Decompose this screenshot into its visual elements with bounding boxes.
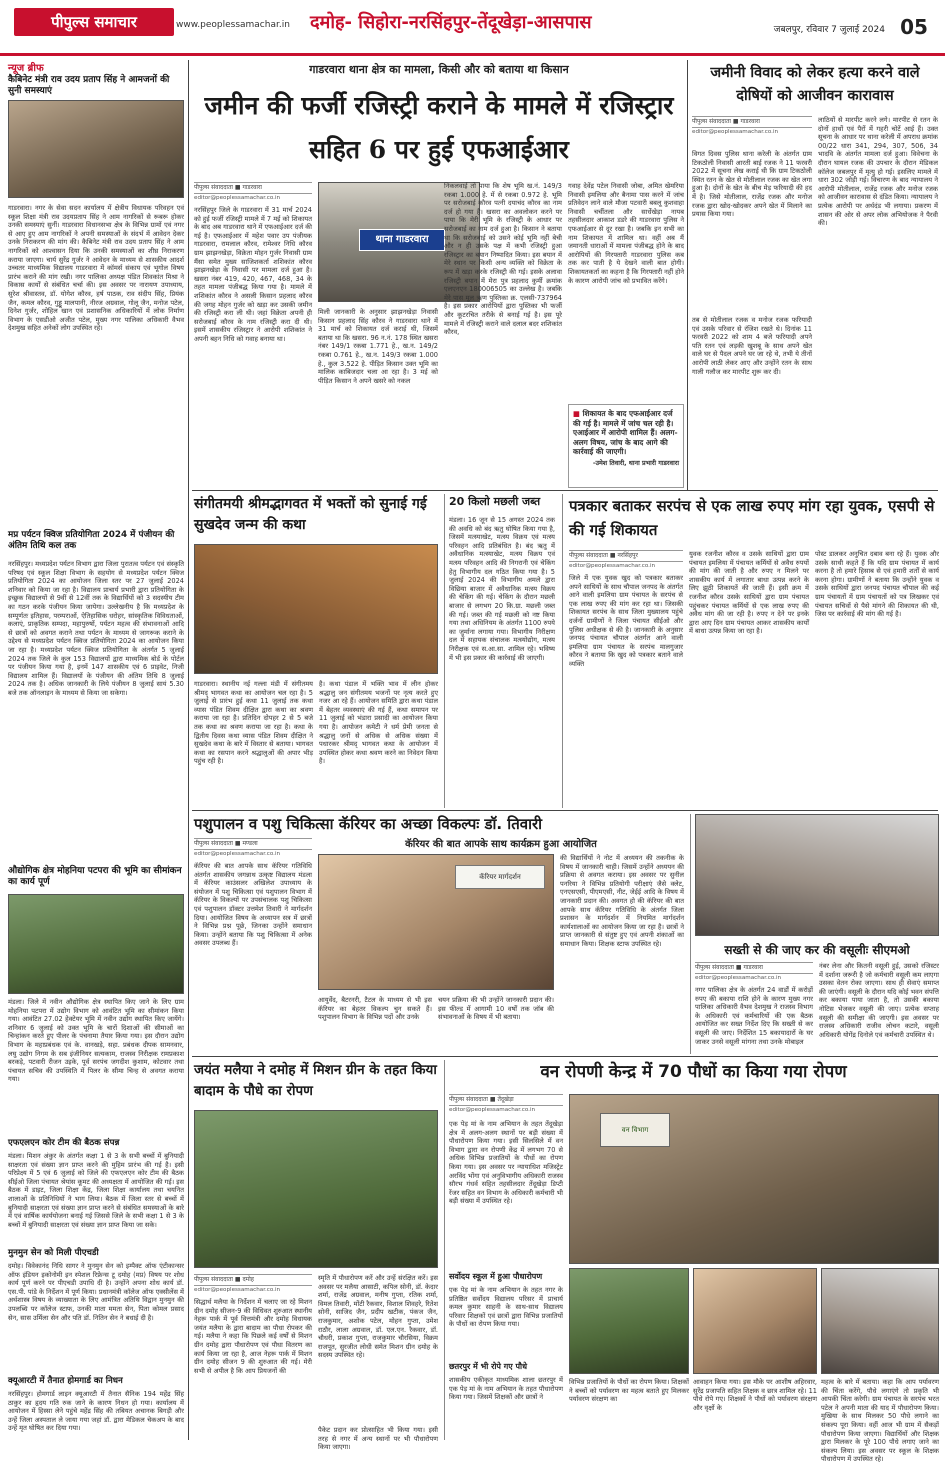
masthead [0,0,945,56]
tax-byline: पीपुल्स संवाददाता ■ गाडरवारा [695,962,813,974]
fish-story [444,494,556,808]
website-url[interactable]: www.peoplessamachar.in [176,20,290,30]
station-signboard [359,229,445,251]
sarpanch-story [562,494,938,808]
van-sub-2: छतरपुर में भी रोपे गए पौधे [449,1362,528,1371]
brief-3-photo [8,894,184,994]
van-place: तेंदूखेड़ा [497,1096,514,1103]
murder-email[interactable]: editor@peoplessamachar.co.in [692,129,779,135]
van-banner [600,1113,670,1147]
van-photo-top [569,1094,939,1264]
sarpanch-bureau: पीपुल्स संवाददाता [569,552,608,559]
lead-quote-by: -उमेश तिवारी, थाना प्रभारी गाडरवारा [592,458,679,467]
mission-col-2: स्मृति में पौधारोपण करें और उन्हें संरक्षित करें। इस अवसर पर मलैया आसाटी, कपिल सोनी, डॉ. केदार शर्मा, राजेंद्र अग्रवाल, मनीष गुप्ता, रतिक शर्मा, विमल तिवारी, मोंटी रैकवार, विशाल शिवहरे, रितेश सोनी, साजिद जैन, प्रदीप खटीक, पंकज जैन, राजकुमार, अशोक पटेल, मोहन गुप्ता, उमेश राठौर, लाला अग्रवाल, डॉ. एल.एन. रैकवार, डॉ. चौधरी, प्रकाश गुप्ता, राजकुमार चौरसिया, विक्रम राजपूत, सुरजीत लोधी समेत मिशन ग्रीन दमोह के सदस्य उपस्थित रहे। [318,1274,438,1360]
brief-1-title: कैबिनेट मंत्री राव उदय प्रताप सिंह ने आमजनों की सुनी समस्याएं [8,75,170,96]
vet-col-4: की विद्यार्थियों ने नोट में अध्ययन की तकनीक के विषय में जानकारी चाही। जिसमें उन्होंने अध्ययन की प्रक्रिया से अवगत कराया। इस अवसर पर सुनील पनरिया ने विभिन्न प्रतियोगी परीक्षाएं जैसे क्लेट, एनएसएसी, पीएमएसी, नीट, जेईई आदि के विषय में जानकारी प्रदान की। अवगत हो की कॅरियर की बात आपके साथ कॅरियर गतिविधि के अंतर्गत जिला प्रशासन के मार्गदर्शन में नियमित मार्गदर्शन कार्यशालाओं का आयोजन किया जा रहा है। छात्रों ने प्राप्त जानकारी से संतुष्ट हुए एवं अपनी शंकाओं का समाधान किया। शिक्षक स्टाफ उपस्थित रहे। [560,854,684,948]
sarpanch-byline: पीपुल्स संवाददाता ■ नरसिंहपुर [569,550,683,562]
sarpanch-headline: पत्रकार बताकर सरपंच से एक लाख रुपए मांग रहा युवक, एसपी से की गई शिकायत [569,497,935,539]
tax-meeting-photo [695,814,939,936]
lead-col-1: नरसिंहपुर जिले के गाडरवारा में 31 मार्च 2024 को हुई फर्जी रजिस्ट्री मामले में 7 मई को शिकायत के बाद अब गाडरवारा थाने में एफआईआर दर्ज की गई है। एफआईआर में महेश पवार उप पंजीयक गाडरवारा, रामलाल कौरव, रामेश्वर निधि कौरव ग्राम झाझनखेड़ा, विक्रेता मोहन गुर्जर निवासी ग्राम मैंसा समेत मुख्य साजिशकर्ता शशिकांत कौरव झाझनखेड़ा के निवासी पर मामला दर्ज हुआ है। खसरा नंबर 419, 420, 467, 468, 34 के तहत मामला पंजीबद्ध किया गया है। मामले में शशिकांत कौरव ने असली किसान प्रहलाद कौरव की जगह मोहन गुर्जर को खड़ा कर उसकी जमीन की रजिस्ट्री करा ली थी। जहां विक्रेता अपनी ही सरोजबाई कौरव के नाम रजिस्ट्री करा दी थी। इसमें शासकीय रजिस्ट्रार ने आरोपी शशिकांत ने अपनी बहन निधि को गवाह बनाया था। [194,206,312,343]
fish-body: मंडला। 16 जून से 15 अगस्त 2024 तक की अवधि को बंद ऋतु घोषित किया गया है, जिसमें मत्स्याखेट, मत्स्य विक्रय एवं मत्स्य परिवहन आदि प्रतिबंधित है। बंद ऋतु में अवैधानिक मत्स्याखेट, मत्स्य विक्रय एवं मत्स्य परिवहन आदि की निगरानी एवं चेकिंग हेतु विभागीय दल गठित किया गया है। 5 जुलाई 2024 की विभागीय अमले द्वारा विछिया बाजार में अवैधानिक मत्स्य विक्रय की चेकिंग की गई। चेकिंग के दौरान मछली बाजार से लगभग 20 कि.ग्रा. मछली जब्त की गई। जब्त की गई मछली को नष्ट किया गया तथा अधिनियम के अंतर्गत 1100 रुपये का जुर्माना लगाया गया। विभागीय निरीक्षण दल में सहायक संचालक मत्स्योद्योग, मत्स्य निरीक्षक एवं स.आ.सा. शामिल रहे। भविष्य में भी इस प्रकार की कार्रवाई की जाएगी। [449,516,555,662]
brief-3-body: मंडला। जिले में नवीन औद्योगिक क्षेत्र स्थापित किए जाने के लिए ग्राम मोहनिया पटपरा में उद्योग विभाग को आवंटित भूमि का सीमांकन किया गया। आवंटित 27.02 हेक्टेयर भूमि में नवीन उद्योग स्थापित किए जायेंगे। शनिवार 6 जुलाई को उक्त भूमि के चारों दिशाओं की सीमाओं का चिन्हांकन करते हुए पीलर के पंचनामा तैयार किया गया। इस दौरान उद्योग विभाग के महाप्रबंधक एवं के. वानखड़े, सहा. प्रबंधक दीपक सामनवार, लघु उद्योग निगम के सब इंजीनियर सत्यकाम, राजस्व निरीक्षक रामप्रकाश बरकड़े, पटवारी रीजन उइके, पूर्व सरपंच जगदीश कुशाम, कोटवार तथा पंचायत सचिव की उपस्थिति में पिलर के सीमा चिन्ह से अवगत कराया गया। [8,998,184,1084]
brief-6-title: क्यूआरटी में तैनात होमगार्ड का निधन [8,1376,123,1386]
vet-col-1: कॅरियर की बात आपके साथ कॅरियर गतिविधि अंतर्गत शासकीय जगन्नाथ उत्कृष्ट विद्यालय मंडला में कॅरियर काउंसलर अखिलेश उपाध्याय के संयोजन में पशु चिकित्सा एवं पशुपालन विभाग में कॅरियर के विकल्पों पर उपसंचालक पशु चिकित्सा एवं पशुपालन डॉक्टर उत्तमेश तिवारी ने मार्गदर्शन दिया। आयोजित विषय के अध्यापन सत्र में छात्रों ने विभिन्न प्रश्न पूछे, जिनका उन्होंने समाधान किया। उन्होंने बताया कि पशु चिकित्सा में अनेक अवसर उपलब्ध हैं। [194,862,312,948]
bhagwat-col-1: गाडरवारा। स्थानीय नई गल्ला मंडी में संगीतमय श्रीमद् भागवत कथा का आयोजन चल रहा है। 5 जुलाई से प्रारंभ हुई कथा 11 जुलाई तक कथा व्यास पंडित शिवम दीक्षित द्वारा कथा का श्रवण कराया जा रहा है। प्रतिदिन दोपहर 2 से 5 बजे तक कथा का श्रवण कराया जा रहा है। कथा के द्वितीय दिवस कथा व्यास पंडित शिवम दीक्षित ने सुखदेव कथा के बारे में विस्तार से बताया। भागवत कथा का रसपान करने श्रद्धालुओं की अपार भीड़ पहुंच रही है। [194,680,313,766]
mission-col-3: पैकेट प्रदान कर प्रोत्साहित भी किया गया। इसी तरह से नगर में अन्य स्थानों पर भी पौधारोपण किया जाएगा। [318,1426,438,1452]
mission-headline: जयंत मलैया ने दमोह में मिशन ग्रीन के तहत किया बादाम के पौधे का रोपण [194,1062,437,1099]
sarpanch-col-2: युवक रजनीश कौरव व उसके साथियों द्वारा ग्राम पंचायत इमलिया में पंचायत कर्मियों से अवैध रुपयों की मांग की जाती है और रुपए न मिलने पर शासकीय कार्य में लगातार बाधा उत्पन्न करने के लिए झूठी शिकायतें की जाती हैं। इसी क्रम में रजनीश कौरव उसके साथियों द्वारा ग्राम पंचायत पहुंचकर पंचायत कर्मियों से एक लाख रुपए की अवैध मांग की जा रही है। रुपए न देने पर इनके द्वारा आए दिन ग्राम पंचायत आकर शासकीय कार्यों में बाधा उत्पन्न किया जा रहा है। [689,550,809,636]
dateline: जबलपुर, रविवार 7 जुलाई 2024 [773,25,885,35]
brief-1-photo [8,100,184,198]
van-email[interactable]: editor@peoplessamachar.co.in [449,1107,536,1113]
van-photo-bottom-left [569,1268,689,1374]
career-banner [455,865,545,889]
rule-row-1 [192,490,938,491]
murder-story [692,62,938,488]
lead-quote-box [568,404,684,488]
mission-place: दमोह [242,1276,254,1283]
sarpanch-col-1: जिले में एक युवक खुद को पत्रकार बताकर अपने साथियों के साथ चौपाल जनपद के अंतर्गत आने वाली इमलिया ग्राम पंचायत के सरपंच से एक लाख रुपए की मांग कर रहा था। जिसकी शिकायत सरपंच के साथ जिला मुख्यालय पहुंचे दर्जनों ग्रामीणों ने जिला पंचायत सीईओ और पुलिस अधीक्षक से की है। जानकारी के अनुसार जनपद पंचायत चौपाल अंतर्गत आने वाली इमलिया ग्राम पंचायत के सरपंच मालगुजार कौरव ने बताया कि खुद को पत्रकार बताने वाले व्यक्ति [569,574,683,668]
van-bureau: पीपुल्स संवाददाता [449,1096,488,1103]
section-title: दमोह- सिहोरा-नरसिंहपुर-तेंदूखेड़ा-आसपास [310,12,592,33]
van-sub-1-body: एक पेड़ मां के नाम अभियान के तहत नगर के प्रतिष्ठित सर्वोदय विद्यालय परिसर में प्राचार्य कमल कुमार साहनी के साथ-साथ विद्यालय परिवार शिक्षकों एवं छात्रों द्वारा विभिन्न प्रजातियों के पौधों का रोपण किया गया। [449,1286,563,1329]
brief-5-body: दमोह। विवेकानंद निधि सागर ने मुनमुन सेन को इम्पैक्ट ऑफ एंटीकान्सर ऑफ इंडियन इकोनोमी इन स्पेशल रिफ्रेन्स टू दमोह (मप्र) विषय पर शोध कार्य पूर्ण करने पर पीएचडी उपाधि दी है। उन्होंने अपना शोध कार्य डॉ. एस.पी. पांडे के निर्देशन में पूर्ण किया। प्रधानमंत्री कॉलेज ऑफ एक्सीलेंस में अर्थशास्त्र विषय के व्याख्याता के लिए आमंत्रित अतिथि विद्वान मुनमुन की उपलब्धि पर कॉलेज स्टाफ, उनकी माता ममता सेन, पिता कोमल प्रसाद सेन, सास उर्मिला सेन और पति डॉ. नितिन सेन ने बधाई दी है। [8,1262,184,1322]
van-photo-bottom-right [821,1268,939,1374]
brief-4-title: एफएलएन कोर टीम की बैठक संपन्न [8,1138,120,1148]
lead-story [194,62,684,488]
tax-col-1: नगर पालिका क्षेत्र के अंतर्गत 24 वार्डों में करोड़ों रुपए की बकाया राशि होने के कारण मुख्य नगर पालिका अधिकारी वैभव देशमुख ने राजस्व विभाग के अधिकारी एवं कर्मचारियों की एक बैठक आयोजित कर सख्त निर्देश दिए कि सख्ती से कर वसूली की जाए। निर्देशित 15 बकायादारों के घर जाकर उनसे वसूली मांगना तथा उनके मोबाइल [695,986,813,1046]
news-brief-label: न्यूज ब्रीफ [8,63,44,74]
bhagwat-headline: संगीतमयी श्रीमद्भागवत में भक्तों को सुनाई गई सुखदेव जन्म की कथा [194,496,427,533]
vet-col-2: आयुर्वेद, बैटरनरी, टैटल के माध्यम से भी इस कॅरियर का बेहतर विकल्प चुन सकते हैं। पशुपालन विभाग के विभिन्न पदों और उनके [318,996,432,1022]
murder-headline: जमीनी विवाद को लेकर हत्या करने वाले दोषियों को आजीवन कारावास [710,65,920,104]
sarpanch-email[interactable]: editor@peoplessamachar.co.in [569,563,656,569]
vet-photo [318,854,554,990]
murder-col-2: विगत दिवस पुलिस थाना करेली के अंतर्गत ग्राम टिकठोली निवासी आरती बाई रजक ने 11 फरवरी 2022 में सूचना लेख कराई थी कि ग्राम टिकठोली स्थित रतन के खेत से मोतीलाल रजक का खेत लगा हुआ है। दोनों के खेत के बीच मेड़ फरियादी की हद में है। जिसे मोतीलाल, राजेंद्र रजक और मनोज रजक द्वारा खोद-खोदकर अपने खेत में मिलाने का प्रयास किया गया। [692,150,812,219]
page-number: 05 [900,15,928,39]
van-ropani-story [444,1060,939,1464]
van-byline: पीपुल्स संवाददाता ■ तेंदूखेड़ा [449,1094,563,1106]
vet-byline: पीपुल्स संवाददाता ■ मण्डला [194,838,312,850]
fish-headline: 20 किलो मछली जब्त [449,495,541,508]
lead-email[interactable]: editor@peoplessamachar.co.in [194,195,281,201]
vet-bureau: पीपुल्स संवाददाता [194,840,233,847]
rule-row-2 [192,810,938,811]
vet-headline: पशुपालन व पशु चिकित्सा कॅरियर का अच्छा विकल्पः डॉ. तिवारी [194,815,542,833]
brief-4-body: मंडला। मिशन अंकुर के अंतर्गत कक्षा 1 से 3 के सभी बच्चों में बुनियादी साक्षरता एवं संख्या ज्ञान प्राप्त करने की मुहिम प्रारंभ की गई है। इसी परिप्रेक्ष्य में 5 एवं 6 जुलाई को जिले की एफएलएन कोर टीम की बैठक सीईओ जिला पंचायत श्रेयांस कूमट की अध्यक्षता में आयोजित की गई। इस बैठक में डाइट, जिला शिक्षा केंद्र, जिला शिक्षा कार्यालय तथा चयनित शालाओं के प्रतिनिधियों ने भाग लिया। बैठक में जिला स्तर से बच्चों में बुनियादी साक्षरता एवं संख्या ज्ञान प्राप्त करने से संबंधित समस्याओं के बारे में एवं वार्षिक कार्ययोजना बनाई गई जिससे जिले के सभी कक्षा 1 से 3 के बच्चों में बुनियादी साक्षरता एवं संख्या ज्ञान प्राप्त किया जा सके। [8,1152,184,1229]
bhagwat-col-2: है। कथा पंडाल में भक्ति भाव में लीन होकर श्रद्धालु जन संगीतमय भजनों पर नृत्य करते हुए नजर आ रहे हैं। आयोजन समिति द्वारा कथा पंडाल में बेहतर व्यवस्थाएं की गई हैं, कथा समापन पर 11 जुलाई को भंडारा प्रसादी का आयोजन किया गया है। आयोजन कमेटी ने धर्म प्रेमी जनता से श्रद्धालु जनों से अधिक से अधिक संख्या में पधारकर श्रीमद् भागवत कथा के आयोजन में उपस्थित होकर कथा श्रवण करने का निवेदन किया है। [319,680,438,766]
lead-bureau: पीपुल्स संवाददाता [194,184,233,191]
news-brief-column [8,62,184,1440]
murder-byline: पीपुल्स संवाददाता ■ गाडरवारा [692,116,812,128]
vet-subhead: कॅरियर की बात आपके साथ कार्यक्रम हुआ आयोजित [405,839,597,850]
lead-col-2: मिली जानकारी के अनुसार झाझनखेड़ा निवासी किसान प्रहलाद सिंह कौरव ने गाडरवारा थाने में 31 मार्च को शिकायत दर्ज कराई थी, जिसमें बताया था कि खसरा. 96 न.नं. 178 स्थित खसरा नंबर 149/1 रकबा 1.771 हे., ख.न. 149/2 रकबा 0.761 हे., ख.न. 149/3 रकबा 1.000 हे., कुल 3.522 हे. पीड़ित किसान उक्त भूमि का मालिक काबिजदार चला आ रहा है। 3 मई को पीड़ित किसान ने अपने खसरे को नकल [318,308,438,385]
brief-5-title: मुनमुन सेन को मिली पीएचडी [8,1248,99,1258]
mission-byline: पीपुल्स संवाददाता ■ दमोह [194,1274,312,1286]
vet-col-3: चयन प्रक्रिया की भी उन्होंने जानकारी प्रदान की। इस फील्ड में आगामी 10 वर्षों तक जॉब की संभावनाओं के विषय में भी बताया। [438,996,554,1022]
station-sign-text: थाना गाडरवारा [375,234,429,245]
tax-story [690,814,938,1054]
lead-col-4: गवाह देवेंद्र पटेल निवासी जोबा, अमित खेमरिया निवासी इमलिया और बैनामा पास करने में जांच प्रतिवेदन लाने वाले मौजा पटवारी बबलू कुशवाहा निवासी चर्चीतला और सार्धेखेड़ा नायब तहसीलदार आकाश डडरे की गाडरवारा पुलिस ने एफआईआर से दूर रखा है। जबकि इन सभी का नाम शिकायत में शामिल था। वहीं अब मैं जमानती धाराओं में मामला पंजीबद्ध होने के बाद आरोपियों की गिरफ्तारी गाडरवारा पुलिस कब तक कर पाती है ये देखने वाली बात होगी। शिकायतकर्ता का कहना है कि गिरफ्तारी नहीं होने के कारण आरोपी जांच को प्रभावित करेंगे। [568,182,685,285]
bhagwat-story [194,494,438,808]
van-sub-1: सर्वोदय स्कूल में हुआ पौधारोपण [449,1272,543,1281]
logo-text: पीपुल्स समाचार [51,13,137,31]
sarpanch-place: नरसिंहपुर [617,552,638,559]
van-banner-text: वन विभाग [621,1126,649,1134]
vet-story [194,814,684,1054]
rule-right [687,60,688,490]
lead-quote-text: शिकायत के बाद एफआईआर दर्ज की गई है। मामले में जांच चल रही है। एआईआर में आरोपी शामिल हैं। अलग-अलग विषय, जांच के बाद आगे की कार्रवाई की जाएगी। [573,409,678,457]
tax-email[interactable]: editor@peoplessamachar.co.in [695,975,782,981]
mission-photo [194,1110,438,1268]
tax-headline: सख्ती से की जाए कर की वसूलीः सीएमओ [724,943,910,957]
van-col-mid: विभिन्न प्रजातियों के पौधों का रोपण किया। शिक्षकों ने बच्चों को पर्यावरण का महत्व बताते हुए मिलकर पर्यावरण संरक्षण का [569,1378,689,1404]
mission-bureau: पीपुल्स संवाददाता [194,1276,233,1283]
vet-place: मण्डला [242,840,258,847]
lead-byline: पीपुल्स संवाददाता ■ गाडरवारा [194,182,312,194]
quote-icon: ■ [573,409,583,418]
rule-left [188,60,189,1440]
murder-bureau: पीपुल्स संवाददाता [692,118,731,125]
rule-row-3 [192,1056,938,1057]
brief-3-title: औद्योगिक क्षेत्र मोहनिया पटपरा की भूमि का सीमांकन का कार्य पूर्ण [8,866,182,887]
sarpanch-col-3: पोस्ट डालकर अनुचित दबाव बना रहे हैं। युवक और उसके साथी कहते हैं कि यदि ग्राम पंचायत में कार्य करना है तो हमारे हिसाब से एवं हमारी शर्तों से कार्य करना होगा। ग्रामीणों ने बताया कि उन्होंने युवक व उसके साथियों द्वारा जनपद पंचायत चौपाल की कई ग्राम पंचायतों में ग्राम पंचायतों को पत्र लिखकर एवं पंचायत सचिवों से पैसे मांगने की शिकायत की थी, जिस पर कार्रवाई की मांग की गई है। [815,550,939,619]
murder-place: गाडरवारा [740,118,760,125]
brief-2-title: मप्र पर्यटन क्विज प्रतियोगिता 2024 में पंजीयन की अंतिम तिथि कल तक [8,530,175,551]
mission-green-story [194,1060,438,1452]
tax-col-2: नंबर लेना और कितनी वसूली हुई, उसको रजिस्टर में दर्शाना जरूरी है जो कर्मचारी वसूली कम लाएगा उसका वेतन रोका जाएगा। साथ ही सेवाएं समाप्त की जाएंगी। वसूली के दौरान यदि कोई भवन संपत्ति कर बकाया पाया जाता है, तो उसकी बकाया नोटिस भेजकर वसूली की जाए। प्रत्येक सप्ताह वसूली की समीक्षा की जाएगी। इस अवसर पर राजस्व अधिकारी राजीव लोचन कटारे, वसूली अधिकारी योगेंद्र दिनोले एवं कर्मचारी उपस्थित थे। [819,962,939,1039]
tax-bureau: पीपुल्स संवाददाता [695,964,734,971]
vet-email[interactable]: editor@peoplessamachar.co.in [194,851,281,857]
newspaper-logo [14,8,174,36]
lead-col-3: निकलवाई तो पाया कि शेष भूमि ख.नं. 149/3 रकबा 1.000 हे. में से रकबा 0.972 हे. भूमि पर सरोजबाई कौरव पत्नी दयाचंद कौरव का नाम दर्ज हो गया है। खसरा का अवलोकन करने पर पाया कि मेरी भूमि के रजिस्ट्री के आधार पर सरोजबाई का नाम दर्ज हुआ है। किसान ने बताया था कि सरोजबाई को उसने कोई भूमि नहीं बेची और न ही उसके पक्ष में कभी रजिस्ट्री हुआ रजिस्ट्रार का बयान निष्पादित किया। इस बयान में मेरे स्थान पर किसी अन्य व्यक्ति को विक्रेता के रूप में खड़ा करके रजिस्ट्री की गई। इसके अलावा रजिस्ट्री बयान में मेरा पुत्र प्रहलाद कुर्मी क्रमांक एलएनएन 180006505 का उल्लेख है। जबकि मेरे पास मूल ऋण पुस्तिका क्र. एलसी-737964 है। इस प्रकार आरोपियों द्वारा पुस्तिका भी फर्जी और कूटरचित तरीके से बनाई गई है। इस पूरे मामले में रजिस्ट्री कराने वाले दलाल बदर शशिकांत कौरव, [444,182,562,337]
murder-col-3: तब से मोतीलाल रजक व मनोज रजक फरियादी एवं उसके परिवार से रंजिश रखते थे। दिनांक 11 फरवरी 2022 को शाम 4 बजे फरियादी अपने पति रतन एवं लड़की खुशबू के साथ अपने खेत वाले घर से पैदल अपने घर जा रहे थे, तभी ये तीनों आरोपी लाठी लेकर आए और उन्होंने रतन के साथ गाली गलौज कर मारपीट शुरू कर दी। [692,316,812,376]
van-headline: वन रोपणी केन्द्र में 70 पौधों का किया गया रोपण [540,1062,847,1082]
van-col-right: महत्व के बारे में बताया। कहा कि आप पर्यावरण की चिंता करेंगे, पौधे लगाएंगे तो प्रकृति भी आपकी चिंता करेगी। ग्राम पंचायत के सरपंच भरत पटेल ने अपनी माता की याद में पौधारोपण किया। मुखिया के साथ मिलकर 50 पौधे लगाने का संकल्प पूरा किया। वहीं आज भी ग्राम में सैकड़ों पौधारोपण किया जाएगा। विद्यार्थियों और शिक्षक द्वारा मिलकर के पूरे 100 पौधे लगाए जाने का संकल्प लिया। इस अवसर पर स्कूल के शिक्षक पौधारोपण में उपस्थित रहे। [821,1378,939,1464]
mission-email[interactable]: editor@peoplessamachar.co.in [194,1287,281,1293]
van-col-1: एक पेड़ मां के नाम अभियान के तहत तेंदूखेड़ा क्षेत्र में अलग-अलग स्थानों पर बड़ी संख्या में पौधारोपण किया गया। इसी सिलसिले में वन विभाग द्वारा वन रोपणी केंद्र में लगभग 70 से अधिक विभिन्न प्रजातियों के पौधों का रोपण किया गया। इस अवसर पर न्यायाधिश मजिस्ट्रेट अरविंद भोंगा एवं अनुविभागीय अधिकारी राजस्व सौरभ गंधर्व सहित तहसीलदार तेंदूखेड़ा डिप्टी रेंजर सहित वन विभाग के अधिकारी कर्मचारी भी बड़ी संख्या में उपस्थित रहे। [449,1120,563,1206]
brief-1-body: गाडरवारा। नगर के सेवा सदन कार्यालय में क्षेत्रीय विधायक परिवहन एवं स्कूल शिक्षा मंत्री राव उदयप्रताप सिंह ने आम नागरिकों से रूबरू होकर उनकी समस्याएं सुनीं। गाडरवारा विधानसभा क्षेत्र के विभिन्न ग्रामों एवं नगर से आए हुए आम नागरिकों ने अपनी समस्याओं के संदर्भ में आवेदन देकर उनके निराकरण की मांग की। कैबिनेट मंत्री राव उदय प्रताप सिंह ने आम नागरिकों को आश्वासन दिया कि उनकी समस्याओं का शीघ्र निराकरण कराया जाएगा। चार्य सुरेंद्र गुर्जर ने आवेदन के माध्यम से शासकीय आदर्श उच्चतर माध्यमिक विद्यालय गाडरवारा में कॉमर्स संकाय एवं भूगोल विषय प्रारंभ कराने की मांग रखी। नगर पालिका अध्यक्ष पंडित शिवकांत मिश्रा ने विकास कार्यों से संबंधित चर्चा की। इस अवसर पर नारायण उपाध्याय, सुरेश श्रीवास्तव, डॉ. योगेश कौरव, हर्ष पाठक, राव संदीप सिंह, प्रियंक जैन, कमल कौरव, गुड्डू मालपानी, नीरज अग्रवाल, गोलू जैन, मनोज पटेल, दिनेश गुर्जर, शोहिल खान एवं प्रशासनिक अधिकारियों में लोक निर्माण विभाग के एसडीओ अजीत पटेल, मुख्य नगर पालिका अधिकारी वैभव देशमुख सहित अनेकों लोग उपस्थित रहे। [8,204,184,333]
van-photo-bottom-mid [693,1268,817,1374]
van-sub-2-body: शासकीय एकीकृत माध्यमिक शाला छतरपुर में एक पेड़ मां के नाम अभियान के तहत पौधारोपण किया गया। जिसमें शिक्षकों और छात्रों ने [449,1376,563,1402]
lead-headline: जमीन की फर्जी रजिस्ट्री कराने के मामले में रजिस्ट्रार सहित 6 पर हुई एफआईआर [204,91,674,164]
murder-col-1: लाठियों से मारपीट करने लगे। मारपीट से रतन के दोनों हाथों एवं पैरों में गहरी चोटें आई हैं। उक्त सूचना के आधार पर थाना करेली में अपराध क्रमांक 00/22 धारा 341, 294, 307, 506, 34 भादवि के अंतर्गत मामला दर्ज हुआ। विवेचना के दौरान घायल रजक की उपचार के दौरान मेडिकल कॉलेज जबलपुर में मृत्यु हो गई। इसलिए मामले में धारा 302 जोड़ी गई। विचारण के बाद न्यायालय ने आरोपी मोतीलाल, राजेंद्र रजक और मनोज रजक को आजीवन कारावास से दंडित किया। न्यायालय ने प्रत्येक आरोपी पर अर्थदंड भी लगाया। प्रकरण में शासन की ओर से अपर लोक अभियोजक ने पैरवी की। [818,116,938,228]
van-col-mid-2: आवाहन किया गया। इस मौके पर आशीष अहिरवार, सुरेंद्र प्रजापति सहित शिक्षक व छात्र शामिल रहे। 11 पौधे रोपे गए। शिक्षकों ने पौधों को पर्यावरण संरक्षण और वृक्षों के [693,1378,817,1412]
mission-col-1: सिद्धार्थ मलैया के निर्देशन में चलाए जा रहे मिशन ग्रीन दमोह सीजन-9 की विधिवत शुरुआत स्थानीय नेहरू पार्क में पूर्व वित्तमंत्री और दमोह विधायक जयंत मलैया के द्वारा बादाम का पौधा रोपकर की गई। मलैया ने कहा कि पिछले कई वर्षों से मिशन ग्रीन दमोह द्वारा पौधारोपण एवं पौधा वितरण का कार्य किया जा रहा है, आज नेहरू पार्क में मिशन ग्रीन दमोह सीजन 9 की शुरुआत की गई। मेरी सभी से अपील है कि आप प्रियजनों की [194,1298,312,1375]
career-banner-text: कॅरियर मार्गदर्शन [479,873,521,881]
lead-kicker: गाडरवारा थाना क्षेत्र का मामला, किसी और को बताया था किसान [309,63,569,76]
tax-place: गाडरवारा [743,964,763,971]
bhagwat-photo [194,544,438,674]
brief-6-body: नरसिंहपुर। होमगार्ड लाइन क्यूआरटी में तैनात सैनिक 194 महेंद्र सिंह ठाकुर का हृदय गति रुक जाने के कारण निधन हो गया। कार्यालय में आयोजन में हिस्सा लेने पहुंचे महेंद्र सिंह की तबियत अचानक बिगड़ी और उन्हें जिला अस्पताल ले जाया गया जहां डॉ. द्वारा मेडिकल चेकअप के बाद उन्हें मृत घोषित कर दिया गया। [8,1390,184,1433]
brief-2-body: नरसिंहपुर। मध्यप्रदेश पर्यटन विभाग द्वारा जिला पुरातत्व पर्यटन एवं संस्कृति परिषद एवं स्कूल शिक्षा विभाग के सहयोग से मध्यप्रदेश पर्यटन क्विज प्रतियोगिता 2024 का आयोजन जिला स्तर पर 27 जुलाई 2024 शनिवार को किया जा रहा है। विद्यालय प्राचार्य प्रभारी द्वारा प्रतियोगिता के इच्छुक विद्यालयों से 9वीं से 12वीं तक के विद्यार्थियों को 3 सदस्यीय टीम का गठन करके पंजीयन किया जायेगा। उल्लेखनीय है कि मध्यप्रदेश के सम्पूर्णतः इतिहास, परम्पराओं, ऐतिहासिक धरोहर, सांस्कृतिक विविधताओं, कलाएं, प्राकृतिक सम्पदा, महापुरुषों, पर्यटन महत्व की संभावनाओं आदि से छात्रों को अवगत कराने तथा पर्यटन के माध्यम से जागरूक कराने के उद्देश्य से मध्यप्रदेश पर्यटन क्विज प्रतियोगिता 2024 का आयोजन किया जा रहा है। मध्यप्रदेश पर्यटन क्विज प्रतियोगिता के अंतर्गत 5 जुलाई 2024 तक जिले के कुल 153 विद्यालयों द्वारा माध्यमिक बोर्ड के पोर्टल पर पंजीयन किया गया है, इनमें 147 शासकीय एवं 6 प्राइवेट, निजी विद्यालय शामिल हैं। विद्यालयों के पंजीयन की अंतिम तिथि 8 जुलाई 2024 तक है। अधिक जानकारी के लिये पंजीयन 8 जुलाई सायं 5.30 बजे तक ऑनलाइन के माध्यम से किया जा सकेगा। [8,560,184,697]
lead-place: गाडरवारा [242,184,262,191]
